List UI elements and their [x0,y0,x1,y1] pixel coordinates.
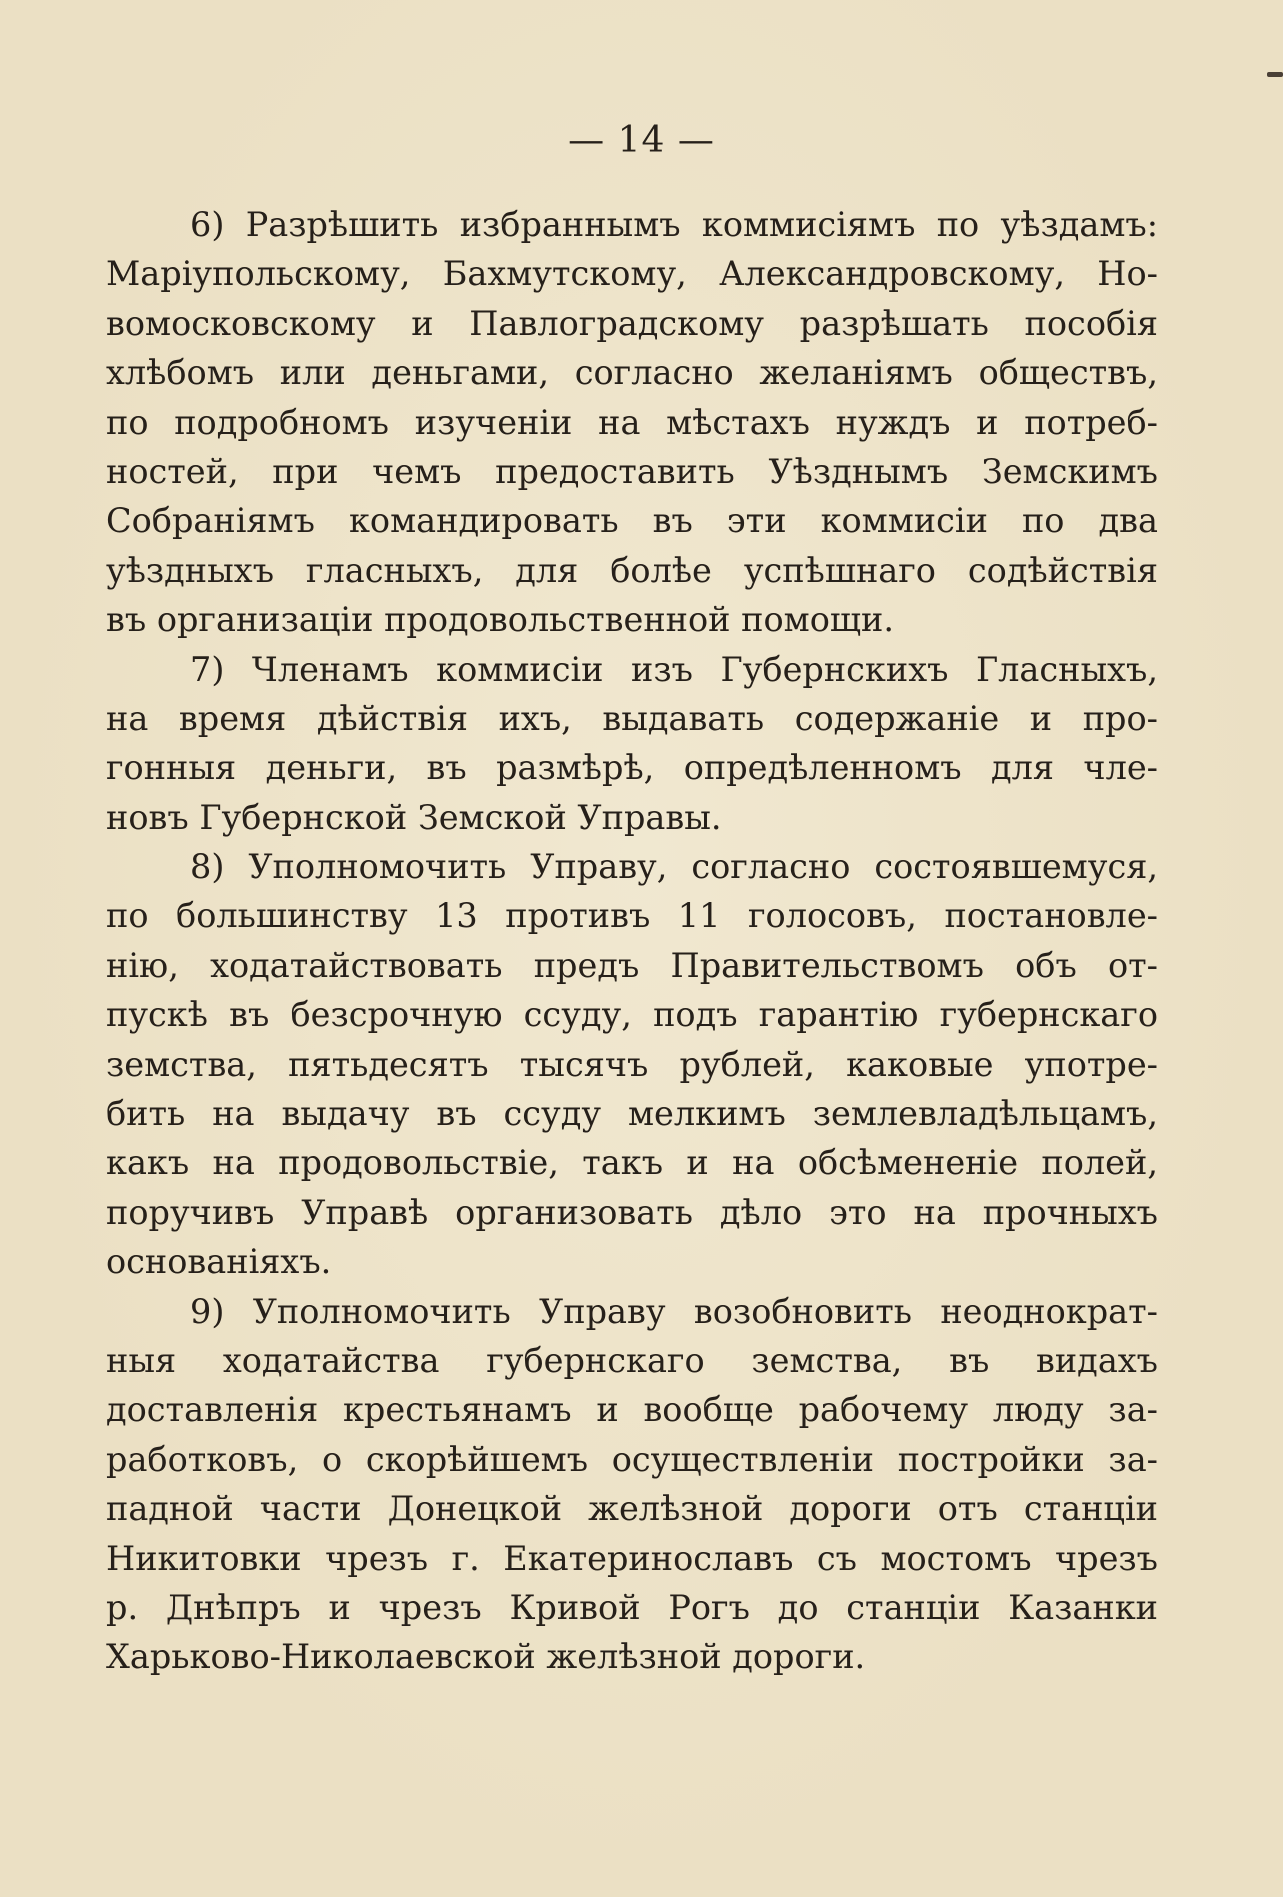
paragraph-7 [106,645,1158,843]
text-line: 7) Членамъ коммисіи изъ Губернскихъ Гласныхъ, [190,649,1158,689]
text-line: пускѣ въ безсрочную ссуду, подъ гарантію губернскаго [106,995,1158,1035]
text-line: новъ Губернской Земской Управы. [106,797,722,837]
text-line: поручивъ Управѣ организовать дѣло это на прочныхъ [106,1192,1158,1232]
text-line: какъ на продовольствіе, такъ и на обсѣмененіе полей, [106,1143,1158,1183]
text-line: по подробномъ изученіи на мѣстахъ нуждъ и потреб- [106,402,1158,442]
text-line: земства, пятьдесятъ тысячъ рублей, каковые употре- [106,1044,1158,1084]
text-line: уѣздныхъ гласныхъ, для болѣе успѣшнаго содѣйствія [106,550,1158,590]
text-line: доставленія крестьянамъ и вообще рабочему люду за- [106,1390,1158,1430]
text-line: на время дѣйствія ихъ, выдавать содержаніе и про- [106,698,1158,738]
text-line: 6) Разрѣшить избраннымъ коммисіямъ по уѣздамъ: [190,205,1158,244]
text-line: основаніяхъ. [106,1242,332,1282]
text-line: хлѣбомъ или деньгами, согласно желаніямъ обществъ, [106,353,1158,393]
text-line: Харьково-Николаевской желѣзной дороги. [106,1637,866,1677]
text-line: работковъ, о скорѣйшемъ осуществленіи постройки за- [106,1439,1158,1479]
text-line: Собраніямъ командировать въ эти коммисіи по два [106,501,1158,541]
text-line: 9) Уполномочить Управу возобновить неоднократ- [190,1291,1158,1331]
text-line: 8) Уполномочить Управу, согласно состоявшемуся, [190,847,1158,887]
text-line: нію, ходатайствовать предъ Правительствомъ объ от- [106,945,1158,985]
page-edge-mark [1267,72,1283,77]
paragraph-8 [106,842,1158,1287]
text-line: ностей, при чемъ предоставить Уѣзднымъ Земскимъ [106,451,1158,491]
body-text [106,200,1158,1682]
page-number: — 14 — [568,120,715,161]
text-line: Маріупольскому, Бахмутскому, Александровскому, Но- [106,254,1158,294]
text-line: вомосковскому и Павлоградскому разрѣшать пособія [106,303,1158,343]
text-line: р. Днѣпръ и чрезъ Кривой Рогъ до станціи Казанки [106,1587,1158,1627]
text-line: падной части Донецкой желѣзной дороги отъ станціи [106,1489,1158,1529]
text-line: бить на выдачу въ ссуду мелкимъ землевладѣльцамъ, [106,1094,1158,1134]
text-line: ныя ходатайства губернскаго земства, въ видахъ [106,1340,1158,1380]
text-line: въ организаціи продовольственной помощи. [106,600,895,640]
paragraph-6 [106,200,1158,645]
text-line: гонныя деньги, въ размѣрѣ, опредѣленномъ для чле- [106,748,1158,788]
text-line: по большинству 13 противъ 11 голосовъ, постановле- [106,896,1158,936]
paragraph-9 [106,1287,1158,1682]
text-line: Никитовки чрезъ г. Екатеринославъ съ мостомъ чрезъ [106,1538,1158,1578]
